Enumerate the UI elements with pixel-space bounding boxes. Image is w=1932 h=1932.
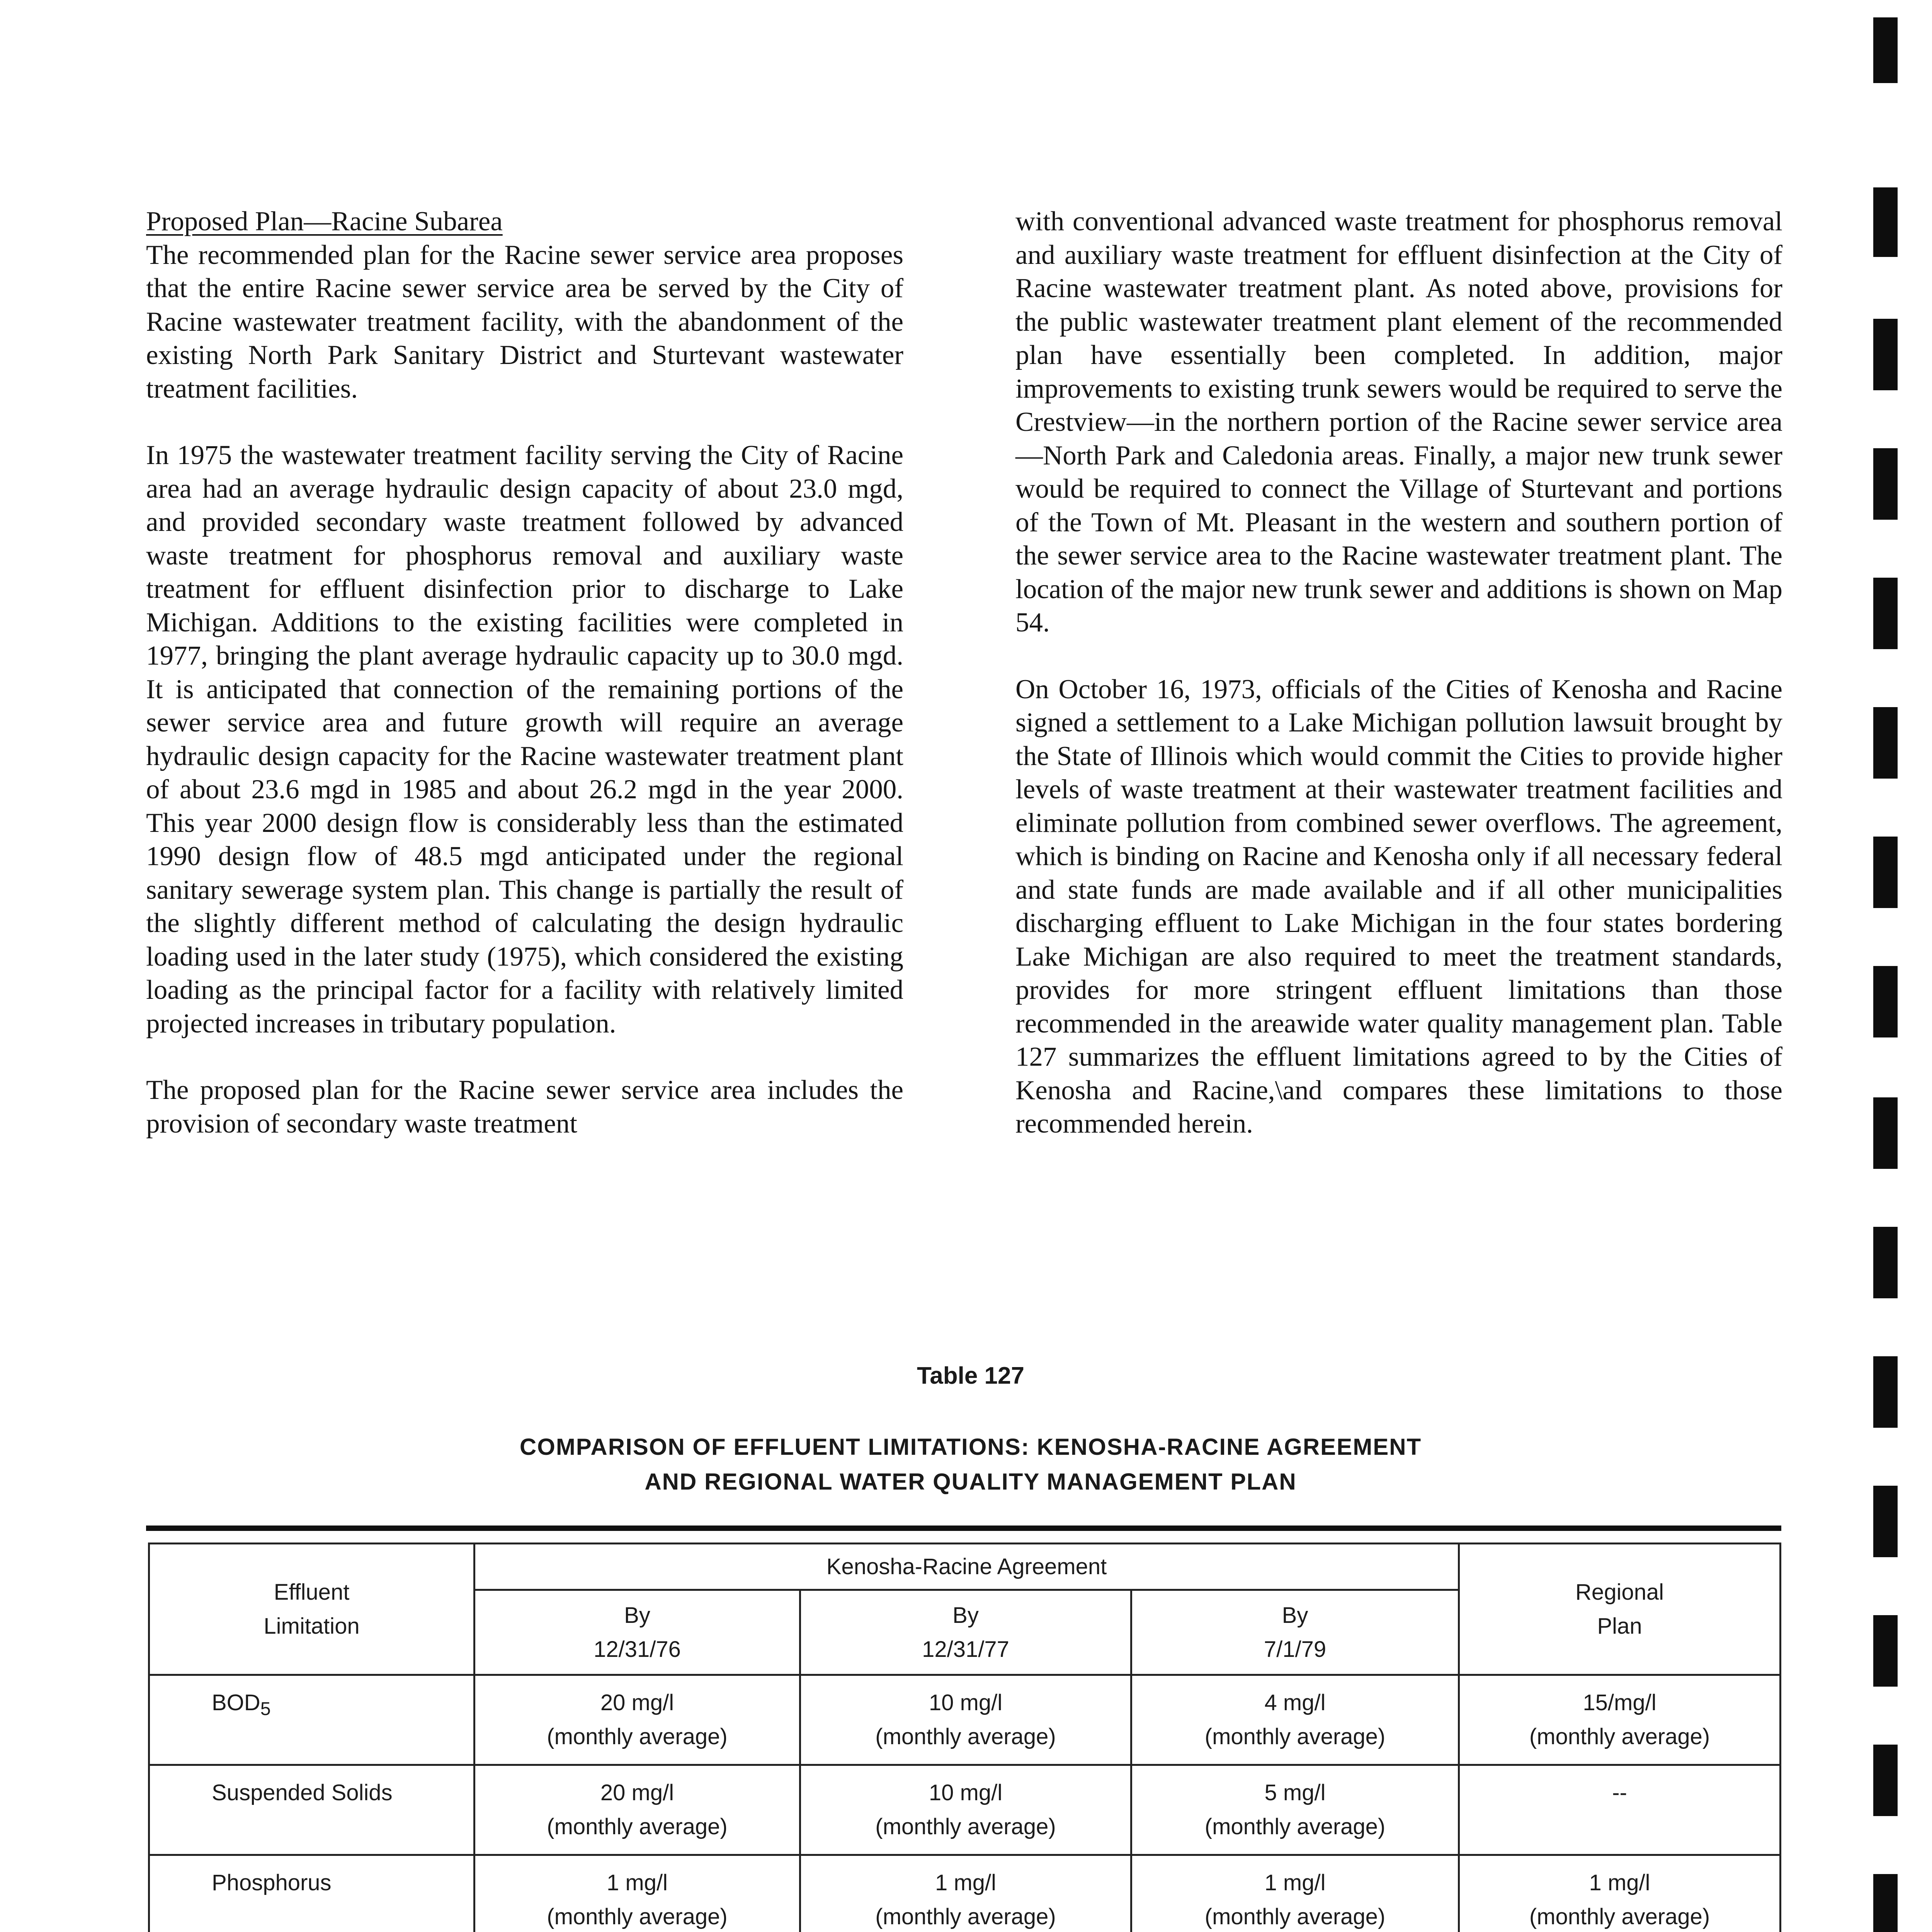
edge-mark: [1873, 1615, 1898, 1687]
edge-mark: [1873, 319, 1898, 390]
header-line: 12/31/77: [922, 1636, 1009, 1662]
effluent-limitations-table: [148, 1543, 1781, 1932]
cell-line: (monthly average): [1204, 1904, 1386, 1929]
row-label-phosphorus: Phosphorus: [149, 1855, 474, 1932]
cell: [800, 1765, 1131, 1855]
edge-mark: [1873, 1356, 1898, 1428]
cell: [800, 1855, 1131, 1932]
right-text-column: [1015, 205, 1782, 1174]
header-line: Regional: [1575, 1579, 1664, 1605]
cell: [800, 1675, 1131, 1765]
header-line: By: [1282, 1602, 1308, 1628]
table-title: [0, 1430, 1932, 1499]
cell: [1131, 1675, 1459, 1765]
paragraph-proposed-plan: The proposed plan for the Racine sewer service area includes the provision of secondary waste treatment: [146, 1075, 903, 1139]
row-label-subscript: 5: [260, 1698, 271, 1719]
cell-line: (monthly average): [875, 1814, 1056, 1839]
cell-line: (monthly average): [547, 1814, 728, 1839]
edge-mark: [1873, 1486, 1898, 1557]
cell-line: (monthly average): [875, 1904, 1056, 1929]
header-line: By: [952, 1602, 979, 1628]
cell-line: 1 mg/l: [607, 1870, 668, 1895]
cell: [1459, 1855, 1781, 1932]
header-regional-plan: [1459, 1544, 1781, 1675]
header-by-12-31-76: [474, 1590, 800, 1675]
cell-line: 10 mg/l: [929, 1690, 1003, 1715]
header-line: Plan: [1597, 1613, 1642, 1639]
cell-line: (monthly average): [547, 1724, 728, 1749]
cell-line: (monthly average): [1529, 1724, 1710, 1749]
edge-mark: [1873, 578, 1898, 649]
cell-line: (monthly average): [1529, 1904, 1710, 1929]
header-line: Limitation: [264, 1613, 360, 1639]
cell: [1131, 1765, 1459, 1855]
table-title-line-1: COMPARISON OF EFFLUENT LIMITATIONS: KENOSHA-RACINE AGREEMENT: [519, 1434, 1422, 1460]
header-line: By: [624, 1602, 650, 1628]
cell: [474, 1765, 800, 1855]
cell-line: 4 mg/l: [1264, 1690, 1326, 1715]
table-row-suspended-solids: [149, 1765, 1781, 1855]
table-title-line-2: AND REGIONAL WATER QUALITY MANAGEMENT PLAN: [645, 1469, 1297, 1495]
cell-line: (monthly average): [1204, 1724, 1386, 1749]
edge-mark: [1873, 17, 1898, 83]
cell: [1459, 1765, 1781, 1855]
header-kenosha-racine-agreement: Kenosha-Racine Agreement: [474, 1544, 1459, 1590]
cell-line: 15/mg/l: [1583, 1690, 1656, 1715]
paragraph-intro: [146, 205, 903, 405]
section-heading: Proposed Plan—Racine Subarea: [146, 206, 503, 236]
cell: [474, 1855, 800, 1932]
edge-mark: [1873, 707, 1898, 779]
cell-line: 5 mg/l: [1264, 1780, 1326, 1805]
paragraph-intro-text: The recommended plan for the Racine sewer service area proposes that the entire Racine sewer service area be served by the City of Racine wastewater treatment facility, with the abandonment of the existing North Park Sanitary District and Sturtevant wastewater treatment facilities.: [146, 240, 903, 404]
cell-line: --: [1612, 1780, 1627, 1805]
cell-line: 20 mg/l: [600, 1690, 674, 1715]
edge-mark: [1873, 966, 1898, 1037]
row-label-suspended-solids: Suspended Solids: [149, 1765, 474, 1855]
edge-mark: [1873, 187, 1898, 257]
edge-mark: [1873, 837, 1898, 908]
cell-line: (monthly average): [1204, 1814, 1386, 1839]
edge-mark: [1873, 1227, 1898, 1298]
table-number: Table 127: [917, 1362, 1024, 1389]
header-effluent-limitation: [149, 1544, 474, 1675]
cell-line: 10 mg/l: [929, 1780, 1003, 1805]
cell-line: 1 mg/l: [1264, 1870, 1326, 1895]
cell-line: 1 mg/l: [1589, 1870, 1650, 1895]
cell-line: (monthly average): [875, 1724, 1056, 1749]
edge-mark: [1873, 1745, 1898, 1816]
paragraph-trunk-sewers: with conventional advanced waste treatment for phosphorus removal and auxiliary waste treatment for effluent disinfection at the City of Racine wastewater treatment plant. As noted above, provisions for the public wastewater treatment plant element of the recommended plan have essentially been completed. In addition, major improvements to existing trunk sewers would be required to serve the Crestview—in the northern portion of the Racine sewer service area—North Park and Caledonia areas. Finally, a major new trunk sewer would be required to connect the Village of Sturtevant and portions of the Town of Mt. Pleasant in the western and southern portion of the sewer service area to the Racine wastewater treatment plant. The location of the major new trunk sewer and additions is shown on Map 54.: [1015, 206, 1782, 638]
cell: [1131, 1855, 1459, 1932]
cell: [1459, 1675, 1781, 1765]
header-by-12-31-77: [800, 1590, 1131, 1675]
row-label-bod5: [149, 1675, 474, 1765]
header-line: Effluent: [274, 1579, 350, 1605]
header-line: 7/1/79: [1264, 1636, 1327, 1662]
header-line: 12/31/76: [594, 1636, 681, 1662]
table-row-bod5: [149, 1675, 1781, 1765]
cell-line: (monthly average): [547, 1904, 728, 1929]
paragraph-capacity: In 1975 the wastewater treatment facility serving the City of Racine area had an average hydraulic design capacity of about 23.0 mgd, and provided secondary waste treatment followed by advanced waste treatment for phosphorus removal and auxiliary waste treatment for effluent disinfection prior to discharge to Lake Michigan. Additions to the existing facilities were completed in 1977, bringing the plant average hydraulic capacity up to 30.0 mgd. It is anticipated that connection of the remaining portions of the sewer service area and future growth will require an average hydraulic design capacity for the Racine wastewater treatment plant of about 23.6 mgd in 1985 and about 26.2 mgd in the year 2000. This year 2000 design flow is considerably less than the estimated 1990 design flow of 48.5 mgd anticipated under the regional sanitary sewerage system plan. This change is partially the result of the slightly different method of calculating the design hydraulic loading used in the later study (1975), which considered the existing loading as the principal factor for a facility with relatively limited projected increases in tributary population.: [146, 440, 903, 1039]
header-by-7-1-79: [1131, 1590, 1459, 1675]
edge-mark: [1873, 448, 1898, 520]
table-row-phosphorus: [149, 1855, 1781, 1932]
edge-mark: [1873, 1874, 1898, 1932]
cell-line: 20 mg/l: [600, 1780, 674, 1805]
edge-mark: [1873, 1097, 1898, 1169]
table-top-rule: [146, 1526, 1781, 1531]
cell-line: 1 mg/l: [935, 1870, 996, 1895]
paragraph-settlement: On October 16, 1973, officials of the Cities of Kenosha and Racine signed a settlement to a Lake Michigan pollution lawsuit brought by the State of Illinois which would commit the Cities to provide higher levels of waste treatment at their wastewater treatment facilities and eliminate pollution from combined sewer overflows. The agreement, which is binding on Racine and Kenosha only if all necessary federal and state funds are made available and if all other municipalities discharging effluent to Lake Michigan in the four states bordering Lake Michigan are also required to meet the treatment standards, provides for more stringent effluent limitations than those recommended in the areawide water quality management plan. Table 127 summarizes the effluent limitations agreed to by the Cities of Kenosha and Racine,\and compares these limitations to those recommended herein.: [1015, 674, 1782, 1139]
left-text-column: [146, 205, 903, 1173]
row-label-text: BOD: [212, 1690, 260, 1715]
cell: [474, 1675, 800, 1765]
